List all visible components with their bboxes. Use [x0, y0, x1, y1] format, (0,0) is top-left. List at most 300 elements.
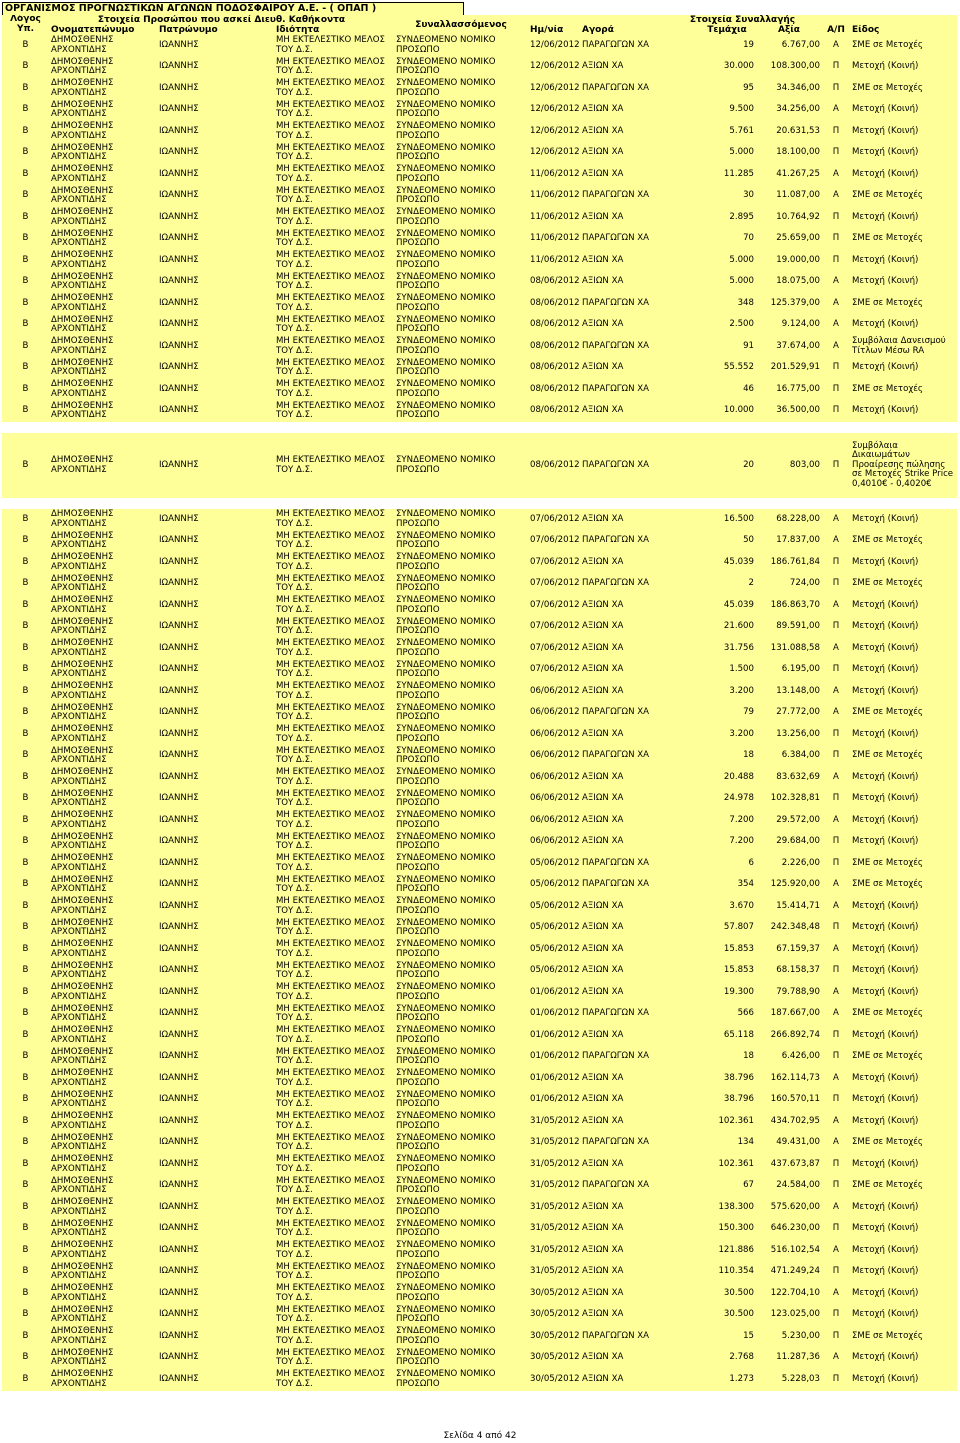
- cell-axia: 67.159,37: [756, 939, 822, 961]
- table-row: [2, 1283, 957, 1305]
- cell-idiotita: ΜΗ ΕΚΤΕΛΕΣΤΙΚΟ ΜΕΛΟΣ ΤΟΥ Δ.Σ.: [274, 401, 394, 423]
- cell-temaxia: 20: [698, 433, 756, 498]
- cell-temaxia: 18: [698, 746, 756, 768]
- cell-idiotita: ΜΗ ΕΚΤΕΛΕΣΤΙΚΟ ΜΕΛΟΣ ΤΟΥ Δ.Σ.: [274, 789, 394, 811]
- cell-onoma: ΔΗΜΟΣΘΕΝΗΣ ΑΡΧΟΝΤΙΔΗΣ: [49, 982, 157, 1004]
- table-row: [2, 1326, 957, 1348]
- cell-temaxia: 45.039: [698, 552, 756, 574]
- cell-date: 06/06/2012: [528, 832, 580, 854]
- cell-patronymo: ΙΩΑΝΝΗΣ: [157, 1305, 274, 1327]
- cell-temaxia: 30: [698, 186, 756, 208]
- cell-onoma: ΔΗΜΟΣΘΕΝΗΣ ΑΡΧΟΝΤΙΔΗΣ: [49, 875, 157, 897]
- cell-synallassomenos: ΣΥΝΔΕΟΜΕΝΟ ΝΟΜΙΚΟ ΠΡΟΣΩΠΟ: [394, 961, 528, 983]
- cell-synallassomenos: ΣΥΝΔΕΟΜΕΝΟ ΝΟΜΙΚΟ ΠΡΟΣΩΠΟ: [394, 1369, 528, 1391]
- cell-temaxia: 2.895: [698, 207, 756, 229]
- cell-onoma: ΔΗΜΟΣΘΕΝΗΣ ΑΡΧΟΝΤΙΔΗΣ: [49, 433, 157, 498]
- cell-date: 07/06/2012: [528, 595, 580, 617]
- cell-date: 30/05/2012: [528, 1305, 580, 1327]
- cell-agora: ΑΞΙΩΝ ΧΑ: [580, 918, 698, 940]
- table-row: [2, 1369, 957, 1391]
- cell-agora: ΑΞΙΩΝ ΧΑ: [580, 832, 698, 854]
- cell-axia: 36.500,00: [756, 401, 822, 423]
- cell-idiotita: ΜΗ ΕΚΤΕΛΕΣΤΙΚΟ ΜΕΛΟΣ ΤΟΥ Δ.Σ.: [274, 961, 394, 983]
- cell-agora: ΠΑΡΑΓΩΓΩΝ ΧΑ: [580, 875, 698, 897]
- cell-temaxia: 6: [698, 853, 756, 875]
- cell-idiotita: ΜΗ ΕΚΤΕΛΕΣΤΙΚΟ ΜΕΛΟΣ ΤΟΥ Δ.Σ.: [274, 1240, 394, 1262]
- cell-synallassomenos: ΣΥΝΔΕΟΜΕΝΟ ΝΟΜΙΚΟ ΠΡΟΣΩΠΟ: [394, 121, 528, 143]
- cell-patronymo: ΙΩΑΝΝΗΣ: [157, 595, 274, 617]
- cell-ap: Π: [822, 617, 850, 639]
- cell-onoma: ΔΗΜΟΣΘΕΝΗΣ ΑΡΧΟΝΤΙΔΗΣ: [49, 272, 157, 294]
- cell-patronymo: ΙΩΑΝΝΗΣ: [157, 767, 274, 789]
- table-row: [2, 164, 957, 186]
- cell-temaxia: 566: [698, 1004, 756, 1026]
- cell-date: 01/06/2012: [528, 1068, 580, 1090]
- cell-synallassomenos: ΣΥΝΔΕΟΜΕΝΟ ΝΟΜΙΚΟ ΠΡΟΣΩΠΟ: [394, 433, 528, 498]
- cell-ap: Α: [822, 1348, 850, 1370]
- cell-idiotita: ΜΗ ΕΚΤΕΛΕΣΤΙΚΟ ΜΕΛΟΣ ΤΟΥ Δ.Σ.: [274, 1004, 394, 1026]
- cell-axia: 34.256,00: [756, 100, 822, 122]
- cell-onoma: ΔΗΜΟΣΘΕΝΗΣ ΑΡΧΟΝΤΙΔΗΣ: [49, 1369, 157, 1391]
- cell-synallassomenos: ΣΥΝΔΕΟΜΕΝΟ ΝΟΜΙΚΟ ΠΡΟΣΩΠΟ: [394, 896, 528, 918]
- table-row: [2, 1090, 957, 1112]
- group-transaction-header: Στοιχεία Συναλλαγής: [528, 15, 957, 25]
- cell-synallassomenos: ΣΥΝΔΕΟΜΕΝΟ ΝΟΜΙΚΟ ΠΡΟΣΩΠΟ: [394, 229, 528, 251]
- cell-temaxia: 3.670: [698, 896, 756, 918]
- cell-axia: 10.764,92: [756, 207, 822, 229]
- row-spacer: [2, 498, 957, 509]
- cell-ap: Α: [822, 1197, 850, 1219]
- cell-ap: Π: [822, 574, 850, 596]
- cell-temaxia: 70: [698, 229, 756, 251]
- col-onoma-header: Ονοματεπώνυμο: [49, 25, 157, 35]
- table-row: [2, 401, 957, 423]
- cell-agora: ΠΑΡΑΓΩΓΩΝ ΧΑ: [580, 78, 698, 100]
- cell-ap: Α: [822, 186, 850, 208]
- cell-temaxia: 5.000: [698, 272, 756, 294]
- cell-eidos: ΣΜΕ σε Μετοχές: [850, 35, 957, 57]
- cell-patronymo: ΙΩΑΝΝΗΣ: [157, 1047, 274, 1069]
- cell-onoma: ΔΗΜΟΣΘΕΝΗΣ ΑΡΧΟΝΤΙΔΗΣ: [49, 1090, 157, 1112]
- cell-idiotita: ΜΗ ΕΚΤΕΛΕΣΤΙΚΟ ΜΕΛΟΣ ΤΟΥ Δ.Σ.: [274, 939, 394, 961]
- cell-idiotita: ΜΗ ΕΚΤΕΛΕΣΤΙΚΟ ΜΕΛΟΣ ΤΟΥ Δ.Σ.: [274, 1326, 394, 1348]
- cell-synallassomenos: ΣΥΝΔΕΟΜΕΝΟ ΝΟΜΙΚΟ ΠΡΟΣΩΠΟ: [394, 1348, 528, 1370]
- cell-synallassomenos: ΣΥΝΔΕΟΜΕΝΟ ΝΟΜΙΚΟ ΠΡΟΣΩΠΟ: [394, 1283, 528, 1305]
- cell-date: 06/06/2012: [528, 810, 580, 832]
- cell-eidos: ΣΜΕ σε Μετοχές: [850, 78, 957, 100]
- cell-agora: ΠΑΡΑΓΩΓΩΝ ΧΑ: [580, 1326, 698, 1348]
- cell-eidos: Μετοχή (Κοινή): [850, 358, 957, 380]
- cell-onoma: ΔΗΜΟΣΘΕΝΗΣ ΑΡΧΟΝΤΙΔΗΣ: [49, 35, 157, 57]
- cell-onoma: ΔΗΜΟΣΘΕΝΗΣ ΑΡΧΟΝΤΙΔΗΣ: [49, 918, 157, 940]
- cell-agora: ΠΑΡΑΓΩΓΩΝ ΧΑ: [580, 186, 698, 208]
- cell-axia: 11.287,36: [756, 1348, 822, 1370]
- cell-eidos: Μετοχή (Κοινή): [850, 1068, 957, 1090]
- cell-ap: Α: [822, 272, 850, 294]
- cell-onoma: ΔΗΜΟΣΘΕΝΗΣ ΑΡΧΟΝΤΙΔΗΣ: [49, 401, 157, 423]
- cell-eidos: Μετοχή (Κοινή): [850, 315, 957, 337]
- cell-date: 06/06/2012: [528, 724, 580, 746]
- cell-onoma: ΔΗΜΟΣΘΕΝΗΣ ΑΡΧΟΝΤΙΔΗΣ: [49, 315, 157, 337]
- cell-ap: Π: [822, 1369, 850, 1391]
- cell-temaxia: 30.500: [698, 1305, 756, 1327]
- cell-ap: Π: [822, 789, 850, 811]
- cell-synallassomenos: ΣΥΝΔΕΟΜΕΝΟ ΝΟΜΙΚΟ ΠΡΟΣΩΠΟ: [394, 531, 528, 553]
- cell-ap: Α: [822, 315, 850, 337]
- cell-axia: 41.267,25: [756, 164, 822, 186]
- cell-logos: Β: [2, 272, 49, 294]
- cell-agora: ΑΞΙΩΝ ΧΑ: [580, 638, 698, 660]
- cell-ap: Π: [822, 250, 850, 272]
- cell-temaxia: 38.796: [698, 1068, 756, 1090]
- cell-synallassomenos: ΣΥΝΔΕΟΜΕΝΟ ΝΟΜΙΚΟ ΠΡΟΣΩΠΟ: [394, 1090, 528, 1112]
- cell-onoma: ΔΗΜΟΣΘΕΝΗΣ ΑΡΧΟΝΤΙΔΗΣ: [49, 1068, 157, 1090]
- cell-logos: Β: [2, 918, 49, 940]
- cell-date: 05/06/2012: [528, 918, 580, 940]
- cell-patronymo: ΙΩΑΝΝΗΣ: [157, 703, 274, 725]
- cell-patronymo: ΙΩΑΝΝΗΣ: [157, 358, 274, 380]
- cell-axia: 266.892,74: [756, 1025, 822, 1047]
- cell-temaxia: 79: [698, 703, 756, 725]
- cell-ap: Α: [822, 509, 850, 531]
- cell-agora: ΑΞΙΩΝ ΧΑ: [580, 272, 698, 294]
- cell-logos: Β: [2, 1004, 49, 1026]
- cell-agora: ΠΑΡΑΓΩΓΩΝ ΧΑ: [580, 35, 698, 57]
- cell-date: 07/06/2012: [528, 552, 580, 574]
- cell-temaxia: 11.285: [698, 164, 756, 186]
- cell-axia: 186.761,84: [756, 552, 822, 574]
- cell-temaxia: 102.361: [698, 1111, 756, 1133]
- cell-date: 01/06/2012: [528, 1090, 580, 1112]
- cell-agora: ΑΞΙΩΝ ΧΑ: [580, 250, 698, 272]
- cell-idiotita: ΜΗ ΕΚΤΕΛΕΣΤΙΚΟ ΜΕΛΟΣ ΤΟΥ Δ.Σ.: [274, 57, 394, 79]
- document-sheet: [2, 2, 957, 1391]
- cell-ap: Α: [822, 638, 850, 660]
- cell-idiotita: ΜΗ ΕΚΤΕΛΕΣΤΙΚΟ ΜΕΛΟΣ ΤΟΥ Δ.Σ.: [274, 767, 394, 789]
- table-row: [2, 293, 957, 315]
- cell-date: 11/06/2012: [528, 207, 580, 229]
- cell-synallassomenos: ΣΥΝΔΕΟΜΕΝΟ ΝΟΜΙΚΟ ΠΡΟΣΩΠΟ: [394, 250, 528, 272]
- cell-patronymo: ΙΩΑΝΝΗΣ: [157, 186, 274, 208]
- cell-patronymo: ΙΩΑΝΝΗΣ: [157, 1068, 274, 1090]
- cell-ap: Α: [822, 1133, 850, 1155]
- cell-temaxia: 354: [698, 875, 756, 897]
- cell-ap: Α: [822, 1283, 850, 1305]
- cell-onoma: ΔΗΜΟΣΘΕΝΗΣ ΑΡΧΟΝΤΙΔΗΣ: [49, 1111, 157, 1133]
- cell-synallassomenos: ΣΥΝΔΕΟΜΕΝΟ ΝΟΜΙΚΟ ΠΡΟΣΩΠΟ: [394, 207, 528, 229]
- cell-patronymo: ΙΩΑΝΝΗΣ: [157, 724, 274, 746]
- cell-agora: ΑΞΙΩΝ ΧΑ: [580, 1197, 698, 1219]
- cell-eidos: Μετοχή (Κοινή): [850, 810, 957, 832]
- cell-agora: ΑΞΙΩΝ ΧΑ: [580, 595, 698, 617]
- cell-eidos: Μετοχή (Κοινή): [850, 100, 957, 122]
- cell-eidos: Μετοχή (Κοινή): [850, 896, 957, 918]
- cell-temaxia: 1.500: [698, 660, 756, 682]
- cell-eidos: Μετοχή (Κοινή): [850, 961, 957, 983]
- cell-date: 31/05/2012: [528, 1154, 580, 1176]
- cell-ap: Α: [822, 595, 850, 617]
- cell-date: 12/06/2012: [528, 143, 580, 165]
- cell-date: 08/06/2012: [528, 336, 580, 358]
- cell-logos: Β: [2, 1369, 49, 1391]
- cell-onoma: ΔΗΜΟΣΘΕΝΗΣ ΑΡΧΟΝΤΙΔΗΣ: [49, 57, 157, 79]
- cell-eidos: Μετοχή (Κοινή): [850, 595, 957, 617]
- cell-logos: Β: [2, 78, 49, 100]
- cell-agora: ΑΞΙΩΝ ΧΑ: [580, 1068, 698, 1090]
- cell-patronymo: ΙΩΑΝΝΗΣ: [157, 961, 274, 983]
- cell-agora: ΑΞΙΩΝ ΧΑ: [580, 617, 698, 639]
- cell-agora: ΑΞΙΩΝ ΧΑ: [580, 810, 698, 832]
- table-row: [2, 1047, 957, 1069]
- cell-date: 30/05/2012: [528, 1369, 580, 1391]
- cell-eidos: Μετοχή (Κοινή): [850, 1283, 957, 1305]
- cell-logos: Β: [2, 681, 49, 703]
- table-row: [2, 552, 957, 574]
- cell-onoma: ΔΗΜΟΣΘΕΝΗΣ ΑΡΧΟΝΤΙΔΗΣ: [49, 1305, 157, 1327]
- cell-eidos: ΣΜΕ σε Μετοχές: [850, 1326, 957, 1348]
- cell-ap: Π: [822, 1025, 850, 1047]
- cell-agora: ΑΞΙΩΝ ΧΑ: [580, 789, 698, 811]
- cell-temaxia: 110.354: [698, 1262, 756, 1284]
- cell-ap: Π: [822, 379, 850, 401]
- cell-agora: ΑΞΙΩΝ ΧΑ: [580, 1219, 698, 1241]
- cell-patronymo: ΙΩΑΝΝΗΣ: [157, 1111, 274, 1133]
- cell-agora: ΑΞΙΩΝ ΧΑ: [580, 143, 698, 165]
- cell-idiotita: ΜΗ ΕΚΤΕΛΕΣΤΙΚΟ ΜΕΛΟΣ ΤΟΥ Δ.Σ.: [274, 121, 394, 143]
- cell-logos: Β: [2, 724, 49, 746]
- cell-agora: ΠΑΡΑΓΩΓΩΝ ΧΑ: [580, 574, 698, 596]
- cell-date: 11/06/2012: [528, 229, 580, 251]
- table-row: [2, 681, 957, 703]
- cell-axia: 2.226,00: [756, 853, 822, 875]
- cell-axia: 25.659,00: [756, 229, 822, 251]
- cell-date: 05/06/2012: [528, 961, 580, 983]
- cell-synallassomenos: ΣΥΝΔΕΟΜΕΝΟ ΝΟΜΙΚΟ ΠΡΟΣΩΠΟ: [394, 681, 528, 703]
- cell-axia: 9.124,00: [756, 315, 822, 337]
- cell-patronymo: ΙΩΑΝΝΗΣ: [157, 574, 274, 596]
- cell-logos: Β: [2, 509, 49, 531]
- cell-temaxia: 91: [698, 336, 756, 358]
- col-eidos-header: Είδος: [850, 25, 957, 35]
- cell-ap: Π: [822, 1176, 850, 1198]
- cell-agora: ΑΞΙΩΝ ΧΑ: [580, 939, 698, 961]
- cell-eidos: Μετοχή (Κοινή): [850, 939, 957, 961]
- cell-eidos: Μετοχή (Κοινή): [850, 1154, 957, 1176]
- cell-idiotita: ΜΗ ΕΚΤΕΛΕΣΤΙΚΟ ΜΕΛΟΣ ΤΟΥ Δ.Σ.: [274, 1305, 394, 1327]
- cell-agora: ΑΞΙΩΝ ΧΑ: [580, 509, 698, 531]
- cell-onoma: ΔΗΜΟΣΘΕΝΗΣ ΑΡΧΟΝΤΙΔΗΣ: [49, 789, 157, 811]
- table-row: [2, 638, 957, 660]
- cell-patronymo: ΙΩΑΝΝΗΣ: [157, 853, 274, 875]
- cell-agora: ΑΞΙΩΝ ΧΑ: [580, 982, 698, 1004]
- table-row: [2, 358, 957, 380]
- cell-idiotita: ΜΗ ΕΚΤΕΛΕΣΤΙΚΟ ΜΕΛΟΣ ΤΟΥ Δ.Σ.: [274, 164, 394, 186]
- cell-ap: Π: [822, 552, 850, 574]
- cell-ap: Π: [822, 121, 850, 143]
- cell-axia: 131.088,58: [756, 638, 822, 660]
- cell-agora: ΑΞΙΩΝ ΧΑ: [580, 121, 698, 143]
- cell-synallassomenos: ΣΥΝΔΕΟΜΕΝΟ ΝΟΜΙΚΟ ΠΡΟΣΩΠΟ: [394, 853, 528, 875]
- table-row: [2, 1219, 957, 1241]
- cell-agora: ΑΞΙΩΝ ΧΑ: [580, 57, 698, 79]
- cell-logos: Β: [2, 939, 49, 961]
- cell-onoma: ΔΗΜΟΣΘΕΝΗΣ ΑΡΧΟΝΤΙΔΗΣ: [49, 574, 157, 596]
- cell-idiotita: ΜΗ ΕΚΤΕΛΕΣΤΙΚΟ ΜΕΛΟΣ ΤΟΥ Δ.Σ.: [274, 250, 394, 272]
- cell-onoma: ΔΗΜΟΣΘΕΝΗΣ ΑΡΧΟΝΤΙΔΗΣ: [49, 1154, 157, 1176]
- cell-axia: 125.379,00: [756, 293, 822, 315]
- table-row: [2, 1348, 957, 1370]
- cell-date: 06/06/2012: [528, 767, 580, 789]
- cell-idiotita: ΜΗ ΕΚΤΕΛΕΣΤΙΚΟ ΜΕΛΟΣ ΤΟΥ Δ.Σ.: [274, 1025, 394, 1047]
- cell-onoma: ΔΗΜΟΣΘΕΝΗΣ ΑΡΧΟΝΤΙΔΗΣ: [49, 509, 157, 531]
- cell-idiotita: ΜΗ ΕΚΤΕΛΕΣΤΙΚΟ ΜΕΛΟΣ ΤΟΥ Δ.Σ.: [274, 681, 394, 703]
- table-row: [2, 1197, 957, 1219]
- cell-onoma: ΔΗΜΟΣΘΕΝΗΣ ΑΡΧΟΝΤΙΔΗΣ: [49, 78, 157, 100]
- cell-logos: Β: [2, 1047, 49, 1069]
- cell-logos: Β: [2, 810, 49, 832]
- cell-logos: Β: [2, 832, 49, 854]
- cell-agora: ΑΞΙΩΝ ΧΑ: [580, 1283, 698, 1305]
- cell-onoma: ΔΗΜΟΣΘΕΝΗΣ ΑΡΧΟΝΤΙΔΗΣ: [49, 531, 157, 553]
- cell-onoma: ΔΗΜΟΣΘΕΝΗΣ ΑΡΧΟΝΤΙΔΗΣ: [49, 746, 157, 768]
- cell-axia: 471.249,24: [756, 1262, 822, 1284]
- cell-onoma: ΔΗΜΟΣΘΕΝΗΣ ΑΡΧΟΝΤΙΔΗΣ: [49, 1326, 157, 1348]
- cell-logos: Β: [2, 767, 49, 789]
- cell-date: 11/06/2012: [528, 164, 580, 186]
- cell-synallassomenos: ΣΥΝΔΕΟΜΕΝΟ ΝΟΜΙΚΟ ΠΡΟΣΩΠΟ: [394, 1326, 528, 1348]
- cell-agora: ΑΞΙΩΝ ΧΑ: [580, 724, 698, 746]
- cell-ap: Α: [822, 1240, 850, 1262]
- cell-date: 08/06/2012: [528, 272, 580, 294]
- cell-temaxia: 95: [698, 78, 756, 100]
- cell-temaxia: 2.500: [698, 315, 756, 337]
- cell-patronymo: ΙΩΑΝΝΗΣ: [157, 78, 274, 100]
- cell-patronymo: ΙΩΑΝΝΗΣ: [157, 789, 274, 811]
- cell-patronymo: ΙΩΑΝΝΗΣ: [157, 552, 274, 574]
- cell-date: 11/06/2012: [528, 186, 580, 208]
- cell-onoma: ΔΗΜΟΣΘΕΝΗΣ ΑΡΧΟΝΤΙΔΗΣ: [49, 961, 157, 983]
- cell-agora: ΑΞΙΩΝ ΧΑ: [580, 207, 698, 229]
- cell-eidos: ΣΜΕ σε Μετοχές: [850, 746, 957, 768]
- cell-temaxia: 30.000: [698, 57, 756, 79]
- cell-temaxia: 15.853: [698, 939, 756, 961]
- cell-date: 06/06/2012: [528, 789, 580, 811]
- cell-agora: ΑΞΙΩΝ ΧΑ: [580, 401, 698, 423]
- cell-onoma: ΔΗΜΟΣΘΕΝΗΣ ΑΡΧΟΝΤΙΔΗΣ: [49, 121, 157, 143]
- cell-axia: 516.102,54: [756, 1240, 822, 1262]
- cell-onoma: ΔΗΜΟΣΘΕΝΗΣ ΑΡΧΟΝΤΙΔΗΣ: [49, 638, 157, 660]
- cell-eidos: ΣΜΕ σε Μετοχές: [850, 186, 957, 208]
- cell-axia: 68.228,00: [756, 509, 822, 531]
- cell-synallassomenos: ΣΥΝΔΕΟΜΕΝΟ ΝΟΜΙΚΟ ΠΡΟΣΩΠΟ: [394, 724, 528, 746]
- cell-onoma: ΔΗΜΟΣΘΕΝΗΣ ΑΡΧΟΝΤΙΔΗΣ: [49, 1025, 157, 1047]
- cell-patronymo: ΙΩΑΝΝΗΣ: [157, 509, 274, 531]
- cell-ap: Α: [822, 875, 850, 897]
- cell-logos: Β: [2, 1154, 49, 1176]
- cell-onoma: ΔΗΜΟΣΘΕΝΗΣ ΑΡΧΟΝΤΙΔΗΣ: [49, 1219, 157, 1241]
- cell-logos: Β: [2, 1262, 49, 1284]
- cell-agora: ΑΞΙΩΝ ΧΑ: [580, 100, 698, 122]
- cell-axia: 16.775,00: [756, 379, 822, 401]
- cell-logos: Β: [2, 1025, 49, 1047]
- cell-ap: Π: [822, 78, 850, 100]
- cell-agora: ΑΞΙΩΝ ΧΑ: [580, 681, 698, 703]
- cell-agora: ΑΞΙΩΝ ΧΑ: [580, 1111, 698, 1133]
- table-row: [2, 789, 957, 811]
- table-row: [2, 574, 957, 596]
- cell-agora: ΑΞΙΩΝ ΧΑ: [580, 1262, 698, 1284]
- cell-date: 08/06/2012: [528, 433, 580, 498]
- cell-patronymo: ΙΩΑΝΝΗΣ: [157, 1219, 274, 1241]
- cell-idiotita: ΜΗ ΕΚΤΕΛΕΣΤΙΚΟ ΜΕΛΟΣ ΤΟΥ Δ.Σ.: [274, 810, 394, 832]
- cell-patronymo: ΙΩΑΝΝΗΣ: [157, 681, 274, 703]
- cell-idiotita: ΜΗ ΕΚΤΕΛΕΣΤΙΚΟ ΜΕΛΟΣ ΤΟΥ Δ.Σ.: [274, 1197, 394, 1219]
- cell-onoma: ΔΗΜΟΣΘΕΝΗΣ ΑΡΧΟΝΤΙΔΗΣ: [49, 810, 157, 832]
- cell-onoma: ΔΗΜΟΣΘΕΝΗΣ ΑΡΧΟΝΤΙΔΗΣ: [49, 939, 157, 961]
- cell-synallassomenos: ΣΥΝΔΕΟΜΕΝΟ ΝΟΜΙΚΟ ΠΡΟΣΩΠΟ: [394, 35, 528, 57]
- cell-patronymo: ΙΩΑΝΝΗΣ: [157, 810, 274, 832]
- cell-eidos: Μετοχή (Κοινή): [850, 250, 957, 272]
- table-row: [2, 961, 957, 983]
- cell-synallassomenos: ΣΥΝΔΕΟΜΕΝΟ ΝΟΜΙΚΟ ΠΡΟΣΩΠΟ: [394, 1262, 528, 1284]
- cell-agora: ΑΞΙΩΝ ΧΑ: [580, 552, 698, 574]
- table-row: [2, 832, 957, 854]
- cell-patronymo: ΙΩΑΝΝΗΣ: [157, 746, 274, 768]
- cell-eidos: Μετοχή (Κοινή): [850, 1348, 957, 1370]
- cell-temaxia: 5.000: [698, 250, 756, 272]
- cell-agora: ΑΞΙΩΝ ΧΑ: [580, 1154, 698, 1176]
- cell-logos: Β: [2, 638, 49, 660]
- cell-patronymo: ΙΩΑΝΝΗΣ: [157, 35, 274, 57]
- cell-ap: Π: [822, 1326, 850, 1348]
- cell-logos: Β: [2, 164, 49, 186]
- table-row: [2, 379, 957, 401]
- cell-onoma: ΔΗΜΟΣΘΕΝΗΣ ΑΡΧΟΝΤΙΔΗΣ: [49, 1176, 157, 1198]
- cell-axia: 29.572,00: [756, 810, 822, 832]
- cell-agora: ΠΑΡΑΓΩΓΩΝ ΧΑ: [580, 293, 698, 315]
- cell-patronymo: ΙΩΑΝΝΗΣ: [157, 1262, 274, 1284]
- cell-axia: 162.114,73: [756, 1068, 822, 1090]
- cell-idiotita: ΜΗ ΕΚΤΕΛΕΣΤΙΚΟ ΜΕΛΟΣ ΤΟΥ Δ.Σ.: [274, 100, 394, 122]
- table-row: [2, 1154, 957, 1176]
- cell-eidos: Μετοχή (Κοινή): [850, 617, 957, 639]
- col-ap-header: Α/Π: [822, 25, 850, 35]
- cell-ap: Π: [822, 918, 850, 940]
- cell-axia: 49.431,00: [756, 1133, 822, 1155]
- cell-temaxia: 57.807: [698, 918, 756, 940]
- cell-date: 01/06/2012: [528, 1004, 580, 1026]
- cell-eidos: ΣΜΕ σε Μετοχές: [850, 703, 957, 725]
- cell-synallassomenos: ΣΥΝΔΕΟΜΕΝΟ ΝΟΜΙΚΟ ΠΡΟΣΩΠΟ: [394, 703, 528, 725]
- cell-agora: ΠΑΡΑΓΩΓΩΝ ΧΑ: [580, 746, 698, 768]
- cell-onoma: ΔΗΜΟΣΘΕΝΗΣ ΑΡΧΟΝΤΙΔΗΣ: [49, 336, 157, 358]
- cell-idiotita: ΜΗ ΕΚΤΕΛΕΣΤΙΚΟ ΜΕΛΟΣ ΤΟΥ Δ.Σ.: [274, 1047, 394, 1069]
- cell-date: 05/06/2012: [528, 875, 580, 897]
- table-row: [2, 767, 957, 789]
- table-row: [2, 1025, 957, 1047]
- cell-ap: Π: [822, 746, 850, 768]
- cell-temaxia: 20.488: [698, 767, 756, 789]
- cell-logos: Β: [2, 789, 49, 811]
- cell-date: 12/06/2012: [528, 121, 580, 143]
- cell-synallassomenos: ΣΥΝΔΕΟΜΕΝΟ ΝΟΜΙΚΟ ΠΡΟΣΩΠΟ: [394, 1004, 528, 1026]
- cell-synallassomenos: ΣΥΝΔΕΟΜΕΝΟ ΝΟΜΙΚΟ ΠΡΟΣΩΠΟ: [394, 100, 528, 122]
- cell-patronymo: ΙΩΑΝΝΗΣ: [157, 832, 274, 854]
- cell-temaxia: 15: [698, 1326, 756, 1348]
- cell-ap: Π: [822, 401, 850, 423]
- table-row: [2, 810, 957, 832]
- cell-logos: Β: [2, 1219, 49, 1241]
